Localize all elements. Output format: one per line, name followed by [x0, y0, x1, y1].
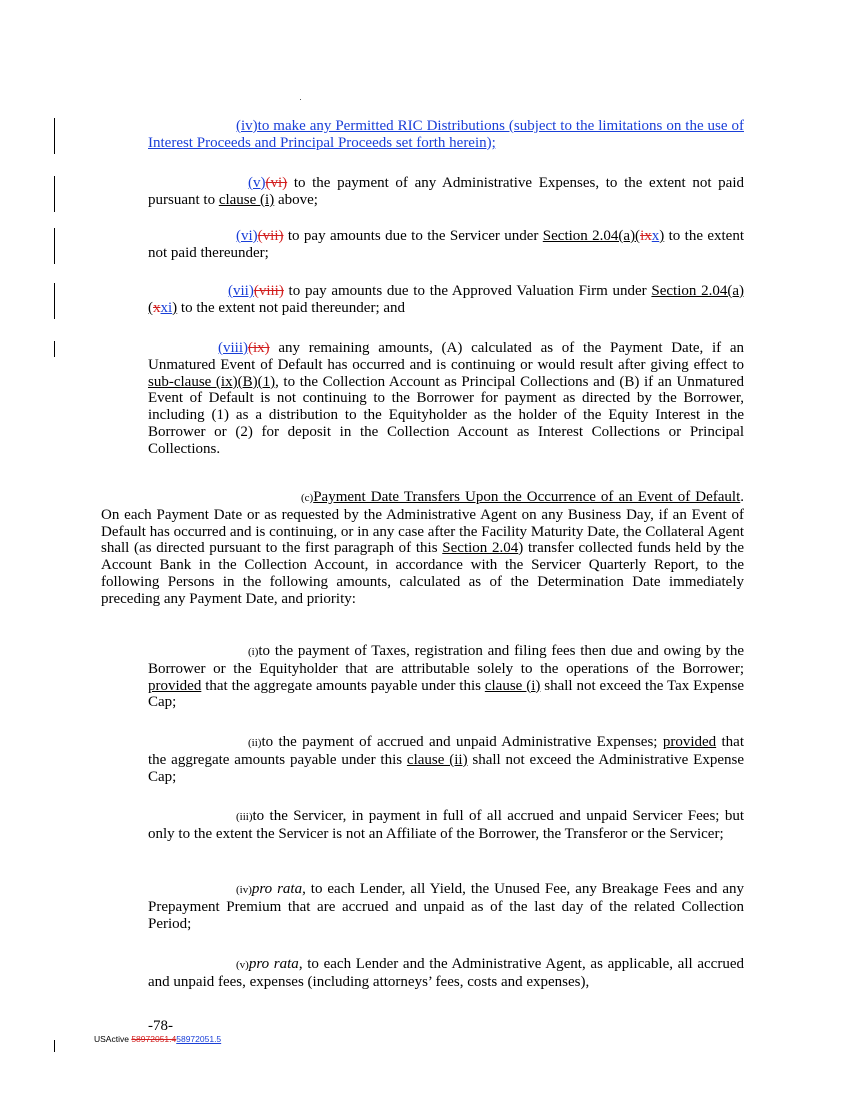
inserted-text: xi: [160, 299, 173, 316]
pro-rata-term: pro rata: [248, 956, 299, 972]
clause-number: (vi): [236, 228, 258, 244]
clause-text: shall not exceed the Tax Expense Cap;: [148, 677, 744, 711]
clause-number: (iv): [236, 884, 252, 896]
deleted-text: (ix): [248, 340, 270, 356]
clause-text: , to the Collection Account as Principal Collections and (B) if an Unmatured Event of Default is not continuing to the Borrower for payment as directed by the Borrower, including (1) as a distribution to the Equityholder as the holder of the Equity Interest in the Borrower or (2) for deposit in the Collection Account as Interest Collections or Principal Collections.: [148, 373, 744, 457]
priority-clause-iv: [148, 881, 744, 932]
section-heading: Payment Date Transfers Upon the Occurrence of an Event of Default: [313, 489, 741, 505]
proviso-term: provided: [662, 734, 717, 750]
priority-clause-i: [148, 643, 744, 711]
clause-text: to the payment of accrued and unpaid Administrative Expenses;: [261, 734, 663, 750]
proviso-term: provided: [148, 677, 202, 694]
clause-number: (vii): [228, 283, 254, 299]
clause-number: (v): [236, 959, 249, 971]
clause-number: (iii): [236, 811, 253, 823]
inserted-doc-id: 58972051.5: [176, 1034, 222, 1044]
deleted-text: (viii): [253, 283, 284, 299]
section-reference: ): [172, 299, 178, 316]
clause-text: that the aggregate amounts payable under this: [148, 734, 744, 768]
clause-number: (iv): [236, 118, 258, 134]
clause-text: to pay amounts due to the Servicer under: [283, 228, 543, 244]
clause-vii: [148, 283, 744, 317]
inserted-text: x: [651, 228, 660, 244]
section-text: . On each Payment Date or as requested by the Administrative Agent on any Business Day, if an Event of Default has occurred and is continuing, or in any case after the Facility Maturity Date, the Collateral Agent shall (as directed pursuant to the first paragraph of this: [101, 489, 744, 557]
priority-clause-v: [148, 956, 744, 991]
doc-id-prefix: USActive: [94, 1034, 132, 1044]
change-bar: [54, 341, 55, 357]
section-reference: Section 2.04(a)(: [542, 228, 641, 244]
section-reference: Section 2.04: [442, 540, 519, 557]
clause-text: to the Servicer, in payment in full of all accrued and unpaid Servicer Fees; but only to the extent the Servicer is not an Affiliate of the Borrower, the Transferor or the Servicer;: [148, 808, 744, 842]
clause-text: that the aggregate amounts payable under this: [201, 677, 485, 694]
change-bar: [54, 283, 55, 319]
deleted-text: x: [153, 299, 161, 316]
clause-text: above;: [274, 191, 318, 208]
clause-vi: [148, 228, 744, 262]
clause-reference: clause (i): [218, 191, 275, 208]
clause-number: (viii): [218, 340, 248, 356]
inserted-text: to make any Permitted RIC Distributions (subject to the limitations on the use of Interest Proceeds and Principal Proceeds set forth herein);: [148, 118, 744, 151]
change-bar: [54, 118, 55, 154]
change-bar: [54, 228, 55, 264]
section-number: (c): [301, 492, 314, 504]
clause-reference: clause (ii): [406, 751, 468, 768]
clause-viii: [148, 340, 744, 458]
page-number: -78-: [148, 1018, 173, 1034]
deleted-text: ix: [640, 228, 652, 244]
priority-clause-ii: [148, 734, 744, 785]
clause-number: (ii): [248, 737, 262, 749]
priority-clause-iii: [148, 808, 744, 843]
change-bar: [54, 176, 55, 212]
clause-reference: sub-clause (ix)(B)(1): [148, 373, 276, 390]
change-bar: [54, 1040, 55, 1052]
clause-text: to the extent not paid thereunder;: [148, 228, 744, 261]
clause-v: [148, 175, 744, 209]
clause-text: , to each Lender and the Administrative Agent, as applicable, all accrued and unpaid fees, expenses (including attorneys’ fees, costs and expenses),: [148, 956, 744, 990]
clause-text: to the extent not paid thereunder; and: [177, 299, 406, 316]
clause-text: shall not exceed the Administrative Expense Cap;: [148, 751, 744, 785]
document-id: [94, 1034, 221, 1044]
section-reference: Section 2.04(a)(: [148, 283, 744, 316]
deleted-doc-id: 58972051.4: [131, 1034, 177, 1044]
clause-reference: clause (i): [484, 677, 541, 694]
clause-number: (i): [248, 646, 259, 658]
clause-text: to the payment of any Administrative Expenses, to the extent not paid pursuant to: [148, 175, 744, 208]
clause-iv: [148, 118, 744, 152]
deleted-text: (vi): [265, 175, 288, 191]
deleted-text: (vii): [257, 228, 284, 244]
stray-mark: [300, 99, 301, 100]
clause-text: , to each Lender, all Yield, the Unused Fee, any Breakage Fees and any Prepayment Premium that are accrued and unpaid as of the last day of the related Collection Period;: [148, 881, 744, 932]
section-c: [101, 489, 744, 608]
clause-text: to pay amounts due to the Approved Valuation Firm under: [283, 283, 652, 299]
clause-text: any remaining amounts, (A) calculated as of the Payment Date, if an Unmatured Event of Default has occurred and is continuing or would result after giving effect to: [148, 340, 744, 373]
clause-text: to the payment of Taxes, registration and filing fees then due and owing by the Borrower or the Equityholder that are attributable solely to the operations of the Borrower;: [148, 643, 744, 677]
section-reference: ): [659, 228, 665, 244]
pro-rata-term: pro rata: [251, 881, 303, 897]
section-text: ) transfer collected funds held by the Account Bank in the Collection Account, in accordance with the Servicer Quarterly Report, to the following Persons in the following amounts, calculated as of the Determination Date immediately preceding any Payment Date, and priority:: [101, 540, 744, 607]
clause-number: (v): [248, 175, 266, 191]
